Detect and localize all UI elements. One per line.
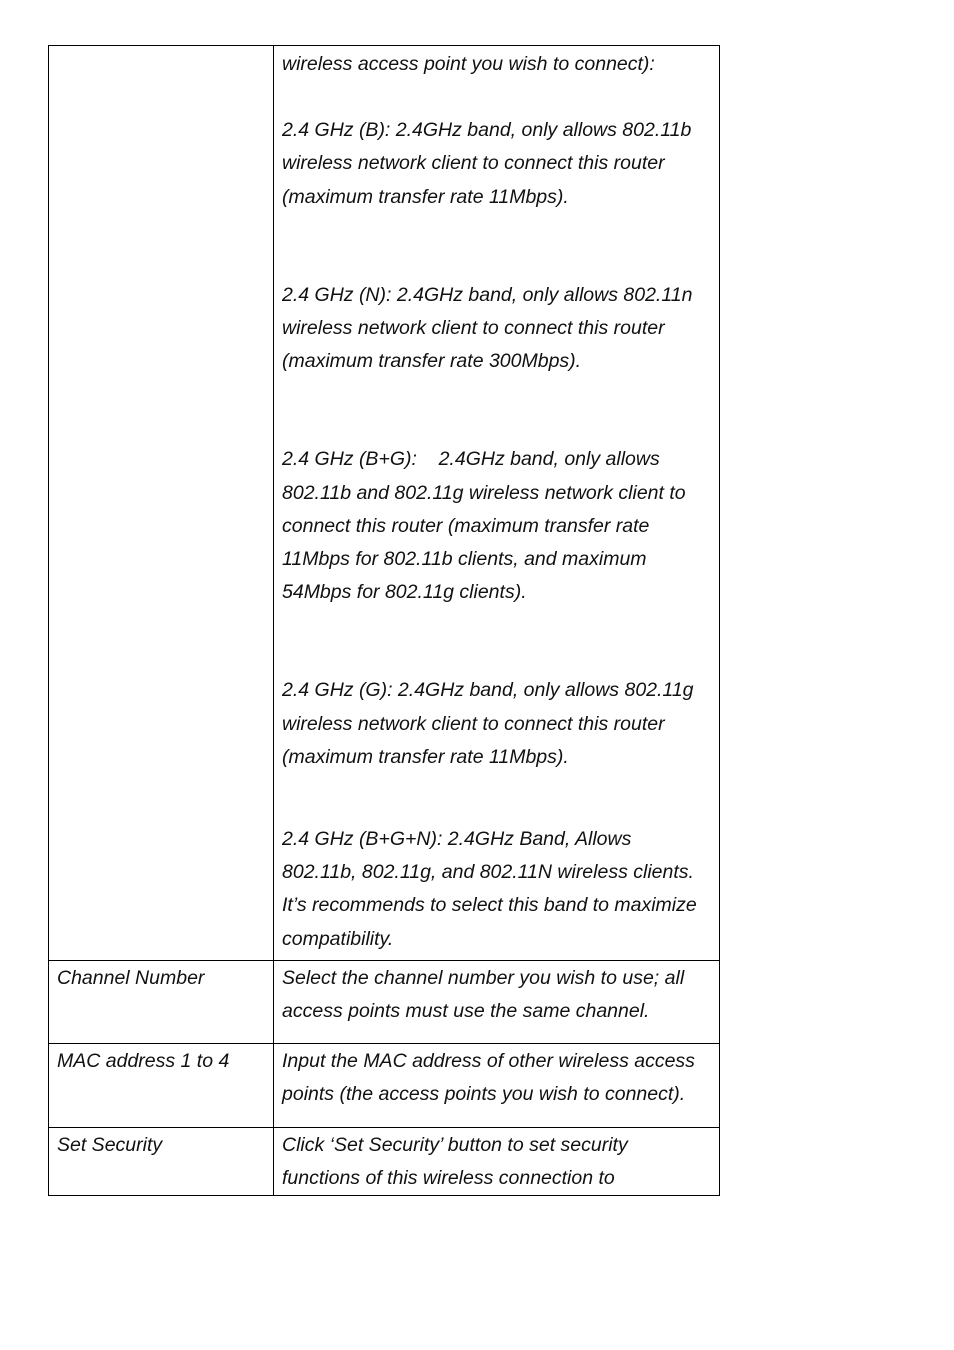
mac-address-label: MAC address 1 to 4 xyxy=(57,1049,230,1072)
mac-address-description: Input the MAC address of other wireless access points (the access points you wish to connect). xyxy=(282,1049,701,1106)
band-n-text: 2.4 GHz (N): 2.4GHz band, only allows 802.11n wireless network client to connect this router (maximum transfer rate 300Mbps). xyxy=(282,283,698,373)
label-cell xyxy=(49,46,274,961)
description-cell xyxy=(274,960,720,1043)
description-cell xyxy=(274,1127,720,1195)
table-row xyxy=(49,1127,720,1195)
table-row xyxy=(49,46,720,961)
description-cell xyxy=(274,46,720,961)
band-bgn-text: 2.4 GHz (B+G+N): 2.4GHz Band, Allows 802.11b, 802.11g, and 802.11N wireless clients. It’s recommends to select this band to maximize compatibility. xyxy=(282,828,703,950)
intro-text: wireless access point you wish to connect): xyxy=(282,53,655,75)
settings-table xyxy=(48,45,720,1196)
channel-number-label: Channel Number xyxy=(57,966,205,989)
label-cell xyxy=(49,960,274,1043)
label-cell xyxy=(49,1043,274,1127)
channel-number-description: Select the channel number you wish to use; all access points must use the same channel. xyxy=(282,966,690,1023)
table-row xyxy=(49,960,720,1043)
band-g-text: 2.4 GHz (G): 2.4GHz band, only allows 802.11g wireless network client to connect this router (maximum transfer rate 11Mbps). xyxy=(282,679,699,768)
band-b-text: 2.4 GHz (B): 2.4GHz band, only allows 802.11b wireless network client to connect this router (maximum transfer rate 11Mbps). xyxy=(282,119,697,208)
band-bg-text: 2.4 GHz (B+G): 2.4GHz band, only allows 802.11b and 802.11g wireless network client to connect this router (maximum transfer rate 11Mbps for 802.11b clients, and maximum 54Mbps for 802.11g clients). xyxy=(282,448,692,604)
description-cell xyxy=(274,1043,720,1127)
set-security-label: Set Security xyxy=(57,1133,163,1156)
set-security-description: Click ‘Set Security’ button to set security functions of this wireless connection to xyxy=(282,1133,634,1190)
table-row xyxy=(49,1043,720,1127)
label-cell xyxy=(49,1127,274,1195)
